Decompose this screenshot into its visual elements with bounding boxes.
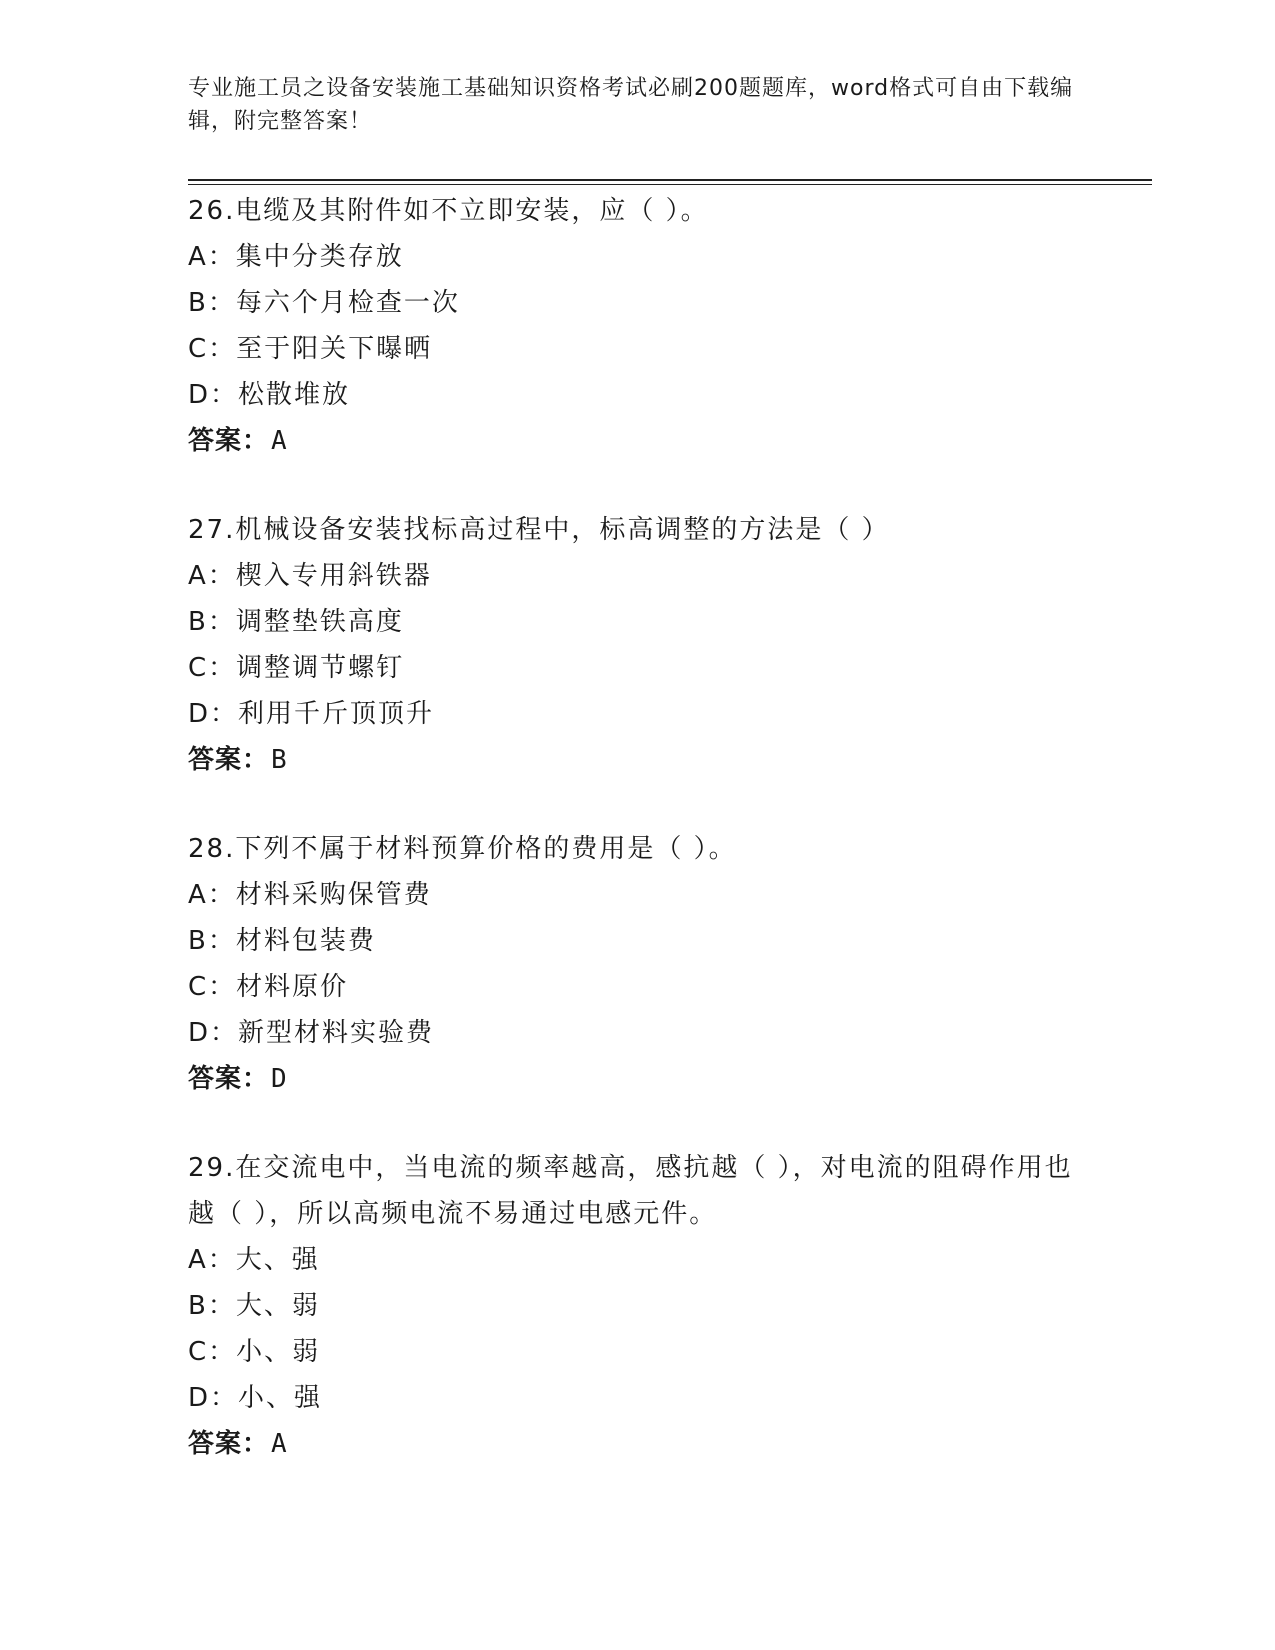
question-item	[188, 507, 1088, 783]
header-divider-thick	[188, 179, 1152, 181]
question-item	[188, 188, 1088, 464]
option-b: B：大、弱	[188, 1291, 320, 1321]
option-c: C：调整调节螺钉	[188, 653, 405, 683]
question-stem: 26.电缆及其附件如不立即安装，应（ ）。	[188, 196, 709, 226]
answer-label: 答案：	[188, 426, 270, 456]
question-item	[188, 1145, 1088, 1467]
answer-value: A	[271, 426, 288, 456]
option-d: D：小、强	[188, 1383, 323, 1413]
question-stem: 29.在交流电中，当电流的频率越高，感抗越（ ），对电流的阻碍作用也越（ ），所以高频电流不易通过电感元件。	[188, 1153, 1073, 1229]
question-list	[188, 188, 1088, 1510]
option-b: B：调整垫铁高度	[188, 607, 404, 637]
option-a: A：材料采购保管费	[188, 880, 432, 910]
answer-label: 答案：	[188, 1429, 270, 1459]
option-c: C：材料原价	[188, 972, 349, 1002]
option-a: A：集中分类存放	[188, 242, 404, 272]
document-header: 专业施工员之设备安装施工基础知识资格考试必刷200题题库，word格式可自由下载编辑，附完整答案！	[188, 76, 1074, 134]
option-d: D：松散堆放	[188, 380, 351, 410]
option-c: C：至于阳关下曝晒	[188, 334, 433, 364]
answer-line	[188, 1421, 1088, 1467]
option-b: B：材料包装费	[188, 926, 376, 956]
question-item	[188, 826, 1088, 1102]
answer-line	[188, 1056, 1088, 1102]
option-d: D：利用千斤顶顶升	[188, 699, 435, 729]
answer-label: 答案：	[188, 1064, 270, 1094]
header-divider-thin	[188, 184, 1152, 185]
answer-label: 答案：	[188, 745, 270, 775]
option-c: C：小、弱	[188, 1337, 321, 1367]
option-d: D：新型材料实验费	[188, 1018, 435, 1048]
answer-value: D	[271, 1064, 288, 1094]
question-stem: 28.下列不属于材料预算价格的费用是（ ）。	[188, 834, 737, 864]
question-stem: 27.机械设备安装找标高过程中，标高调整的方法是（ ）	[188, 515, 890, 545]
answer-line	[188, 737, 1088, 783]
option-b: B：每六个月检查一次	[188, 288, 460, 318]
answer-line	[188, 418, 1088, 464]
answer-value: A	[271, 1429, 288, 1459]
option-a: A：楔入专用斜铁器	[188, 561, 432, 591]
answer-value: B	[271, 745, 288, 775]
option-a: A：大、强	[188, 1245, 320, 1275]
